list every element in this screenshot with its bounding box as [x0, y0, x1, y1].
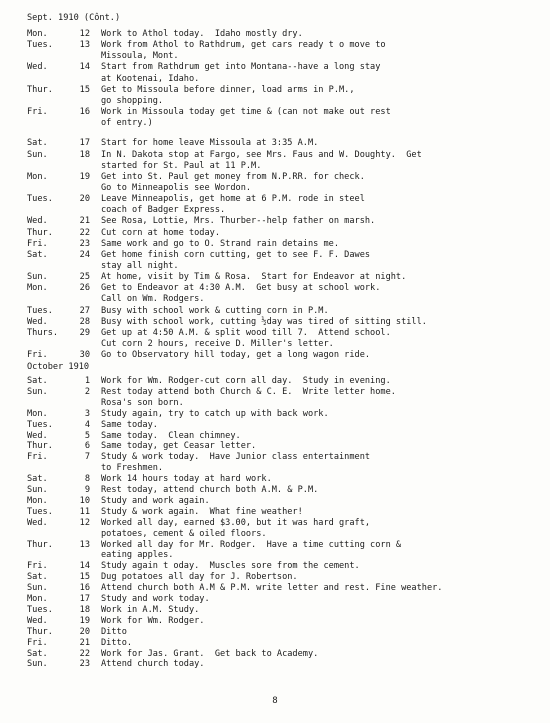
entry-text: Get up at 4:50 A.M. & split wood till 7. Attend school. [101, 327, 391, 338]
entry-text: Call on Wm. Rodgers. [101, 294, 205, 305]
entry-day: Tues. [27, 40, 53, 51]
diary-entry [27, 194, 547, 205]
diary-entry-continuation [27, 294, 547, 305]
diary-entry [27, 150, 547, 161]
entry-day: Sat. [27, 249, 48, 260]
entry-day: Tues. [27, 305, 53, 316]
entry-day: Fri. [27, 107, 48, 118]
entry-text: Same work and go to O. Strand rain detains me. [101, 238, 339, 249]
entry-day: Wed. [27, 316, 48, 327]
entry-text: Work for Wm. Rodger. [101, 615, 205, 626]
entry-day: Fri. [27, 350, 48, 361]
entry-day: Mon. [27, 594, 48, 604]
entry-day: Sun. [27, 659, 48, 670]
entry-date: 26 [79, 283, 90, 294]
diary-entry [27, 452, 547, 463]
entry-day: Thur. [27, 626, 53, 637]
entry-date: 27 [79, 305, 90, 316]
entry-text: coach of Badger Express. [101, 205, 226, 216]
entry-day: Thur. [27, 84, 53, 95]
entry-text: of entry.) [101, 118, 153, 129]
entry-date: 4 [84, 419, 90, 430]
entry-date: 2 [84, 386, 90, 397]
entry-day: Sat. [27, 572, 48, 583]
entry-text: Study & work today. Have Junior class entertainment [101, 452, 371, 463]
entry-text: Study and work today. [101, 594, 210, 604]
diary-entry-continuation [27, 118, 547, 129]
diary-entry [27, 409, 547, 420]
entry-date: 24 [79, 249, 90, 260]
entry-day: Sat. [27, 474, 48, 485]
entry-text: Busy with school work & cutting corn in P.M. [101, 305, 329, 316]
entry-text: Same today, get Ceasar letter. [101, 441, 257, 452]
entry-date: 28 [79, 316, 90, 327]
entry-day: Sun. [27, 583, 48, 594]
entry-text: Get home finish corn cutting, get to see F. F. Dawes [101, 249, 371, 260]
diary-entry [27, 328, 547, 339]
entry-date: 22 [79, 227, 90, 238]
entry-date: 21 [79, 216, 90, 227]
entry-text: potatoes, cement & oiled floors. [101, 528, 267, 539]
entry-text: Work for Jas. Grant. Get back to Academy. [101, 648, 319, 659]
entry-text: started for St. Paul at 11 P.M. [101, 160, 262, 171]
entry-text: At home, visit by Tim & Rosa. Start for Endeavor at night. [101, 272, 407, 283]
entry-day: Sat. [27, 648, 48, 659]
diary-entry [27, 216, 547, 227]
entry-date: 23 [79, 238, 90, 249]
entry-date: 13 [79, 40, 90, 51]
diary-entry [27, 376, 547, 387]
diary-entry [27, 605, 547, 616]
entry-day: Mon. [27, 29, 48, 39]
entry-day: Thur. [27, 227, 53, 238]
entry-day: Thur. [27, 441, 53, 452]
entry-text: to Freshmen. [101, 463, 164, 474]
entry-day: Mon. [27, 283, 48, 294]
section-heading-sept: Sept. 1910 (Cônt.) [27, 13, 121, 23]
entry-date: 5 [84, 430, 90, 441]
diary-entry [27, 62, 547, 73]
entry-date: 11 [79, 506, 90, 517]
diary-entry [27, 306, 547, 317]
entry-text: Get to Endeavor at 4:30 A.M. Get busy at school work. [101, 283, 381, 294]
diary-entry [27, 317, 547, 328]
entry-date: 15 [79, 572, 90, 583]
entry-date: 1 [84, 376, 90, 386]
diary-entry [27, 474, 547, 485]
diary-entry [27, 107, 547, 118]
entry-day: Mon. [27, 495, 48, 506]
diary-entry-continuation [27, 261, 547, 272]
entry-date: 17 [79, 594, 90, 604]
entry-text: Go to Minneapolis see Wordon. [101, 183, 252, 193]
entry-text: Work in Missoula today get time & (can not make out rest [101, 107, 391, 118]
diary-entry [27, 594, 547, 605]
entry-text: In N. Dakota stop at Fargo, see Mrs. Faus and W. Doughty. Get [101, 149, 422, 160]
diary-entry [27, 649, 547, 660]
diary-entry-continuation [27, 96, 547, 107]
entry-text: Leave Minneapolis, get home at 6 P.M. rode in steel [101, 194, 365, 205]
entry-date: 14 [79, 62, 90, 73]
diary-entry-continuation [27, 463, 547, 474]
diary-entry [27, 485, 547, 496]
entry-date: 30 [79, 350, 90, 361]
entry-day: Thur. [27, 539, 53, 550]
entry-day: Thurs. [27, 327, 59, 338]
diary-entry [27, 350, 547, 361]
diary-entry [27, 387, 547, 398]
entry-date: 9 [84, 485, 90, 495]
entry-day: Tues. [27, 506, 53, 517]
diary-entry [27, 659, 547, 670]
diary-entry-continuation [27, 550, 547, 561]
diary-entry [27, 561, 547, 572]
entry-day: Tues. [27, 419, 53, 430]
entry-date: 23 [79, 659, 90, 670]
entry-date: 15 [79, 84, 90, 95]
diary-entry [27, 420, 547, 431]
diary-entry-continuation [27, 51, 547, 62]
diary-entry [27, 507, 547, 518]
entry-text: Cut corn 2 hours, receive D. Miller's letter. [101, 339, 334, 349]
entry-day: Fri. [27, 561, 48, 572]
entry-date: 12 [79, 517, 90, 528]
entry-text: eating apples. [101, 550, 174, 561]
diary-entry [27, 272, 547, 283]
entry-day: Wed. [27, 216, 48, 227]
entry-date: 18 [79, 604, 90, 615]
entry-date: 7 [84, 452, 90, 463]
diary-entry [27, 496, 547, 507]
entry-date: 17 [79, 138, 90, 149]
entry-date: 8 [84, 474, 90, 485]
entry-text: Rosa's son born. [101, 397, 184, 408]
entry-text: stay all night. [101, 261, 179, 271]
entry-text: Attend church both A.M & P.M. write letter and rest. Fine weather. [101, 583, 443, 594]
entry-day: Tues. [27, 604, 53, 615]
entry-text: Worked all day for Mr. Rodger. Have a time cutting corn & [101, 539, 402, 550]
entry-date: 19 [79, 171, 90, 182]
entry-text: Start from Rathdrum get into Montana--have a long stay [101, 62, 381, 73]
entry-date: 21 [79, 637, 90, 648]
entry-text: Work from Athol to Rathdrum, get cars ready t o move to [101, 40, 386, 51]
entry-text: Study again t oday. Muscles sore from the cement. [101, 561, 360, 572]
diary-entry [27, 572, 547, 583]
entry-date: 13 [79, 539, 90, 550]
entry-date: 16 [79, 583, 90, 594]
entry-date: 3 [84, 408, 90, 419]
diary-entry [27, 431, 547, 442]
entry-day: Sun. [27, 149, 48, 160]
entry-text: Missoula, Mont. [101, 51, 179, 62]
entry-date: 12 [79, 29, 90, 39]
entry-text: Same today. Clean chimney. [101, 430, 241, 441]
diary-entry [27, 583, 547, 594]
entry-text: at Kootenai, Idaho. [101, 73, 200, 84]
entry-date: 19 [79, 615, 90, 626]
entry-day: Wed. [27, 62, 48, 73]
entry-text: Go to Observatory hill today, get a long wagon ride. [101, 350, 371, 361]
entry-text: Study & work again. What fine weather! [101, 506, 303, 517]
diary-entry [27, 518, 547, 529]
diary-entry [27, 138, 547, 149]
entry-text: Rest today, attend church both A.M. & P.M. [101, 485, 319, 495]
entry-text: Busy with school work, cutting ½day was tired of sitting still. [101, 316, 427, 327]
entry-text: Rest today attend both Church & C. E. Write letter home. [101, 386, 396, 397]
entry-date: 16 [79, 107, 90, 118]
entry-day: Sun. [27, 272, 48, 283]
entry-text: Cut corn at home today. [101, 227, 220, 238]
entry-text: Work in A.M. Study. [101, 604, 200, 615]
diary-entry-continuation [27, 339, 547, 350]
entry-text: Study again, try to catch up with back work. [101, 408, 329, 419]
entry-text: Worked all day, earned $3.00, but it was hard graft, [101, 517, 371, 528]
entry-day: Wed. [27, 430, 48, 441]
entry-date: 22 [79, 648, 90, 659]
entry-text: Ditto [101, 626, 127, 637]
diary-entry-continuation [27, 529, 547, 540]
entry-day: Sun. [27, 485, 48, 495]
entry-text: Ditto. [101, 637, 133, 648]
diary-entry-continuation [27, 205, 547, 216]
diary-entry [27, 85, 547, 96]
diary-entry-continuation [27, 74, 547, 85]
entry-day: Fri. [27, 238, 48, 249]
entry-day: Sun. [27, 386, 48, 397]
entry-text: Start for home leave Missoula at 3:35 A.M. [101, 138, 319, 149]
page-number: 8 [272, 696, 278, 706]
entry-day: Sat. [27, 376, 48, 386]
diary-entry [27, 627, 547, 638]
entry-day: Mon. [27, 408, 48, 419]
entry-text: Study and work again. [101, 495, 210, 506]
entry-text: Work to Athol today. Idaho mostly dry. [101, 29, 303, 39]
diary-entry-continuation [27, 183, 547, 194]
diary-entry [27, 616, 547, 627]
entry-text: Work for Wm. Rodger-cut corn all day. Study in evening. [101, 376, 391, 386]
entry-text: Attend church today. [101, 659, 205, 670]
entry-text: go shopping. [101, 95, 164, 106]
entry-date: 25 [79, 272, 90, 283]
diary-entry [27, 172, 547, 183]
entry-text: Work 14 hours today at hard work. [101, 474, 272, 485]
diary-entry [27, 283, 547, 294]
diary-entry-continuation [27, 161, 547, 172]
diary-entry [27, 441, 547, 452]
diary-entry [27, 239, 547, 250]
diary-entry [27, 638, 547, 649]
entry-text: Get into St. Paul get money from N.P.RR. for check. [101, 171, 365, 182]
entry-day: Wed. [27, 615, 48, 626]
entry-date: 20 [79, 626, 90, 637]
entry-date: 10 [79, 495, 90, 506]
entry-date: 29 [79, 327, 90, 338]
entry-text: See Rosa, Lottie, Mrs. Thurber--help father on marsh. [101, 216, 376, 227]
entry-day: Sat. [27, 138, 48, 149]
diary-entry [27, 228, 547, 239]
section-heading-october: October 1910 [27, 362, 90, 372]
entry-date: 14 [79, 561, 90, 572]
entry-text: Dug potatoes all day for J. Robertson. [101, 572, 298, 583]
diary-entry [27, 29, 547, 40]
diary-entry [27, 40, 547, 51]
entry-date: 18 [79, 149, 90, 160]
diary-entry [27, 540, 547, 551]
entry-date: 20 [79, 194, 90, 205]
entry-date: 6 [84, 441, 90, 452]
diary-entry [27, 250, 547, 261]
entry-day: Fri. [27, 637, 48, 648]
entry-text: Get to Missoula before dinner, load arms in P.M., [101, 84, 355, 95]
entry-day: Wed. [27, 517, 48, 528]
entry-text: Same today. [101, 419, 158, 430]
entry-day: Mon. [27, 171, 48, 182]
entry-day: Fri. [27, 452, 48, 463]
diary-entry-continuation [27, 398, 547, 409]
entry-day: Tues. [27, 194, 53, 205]
